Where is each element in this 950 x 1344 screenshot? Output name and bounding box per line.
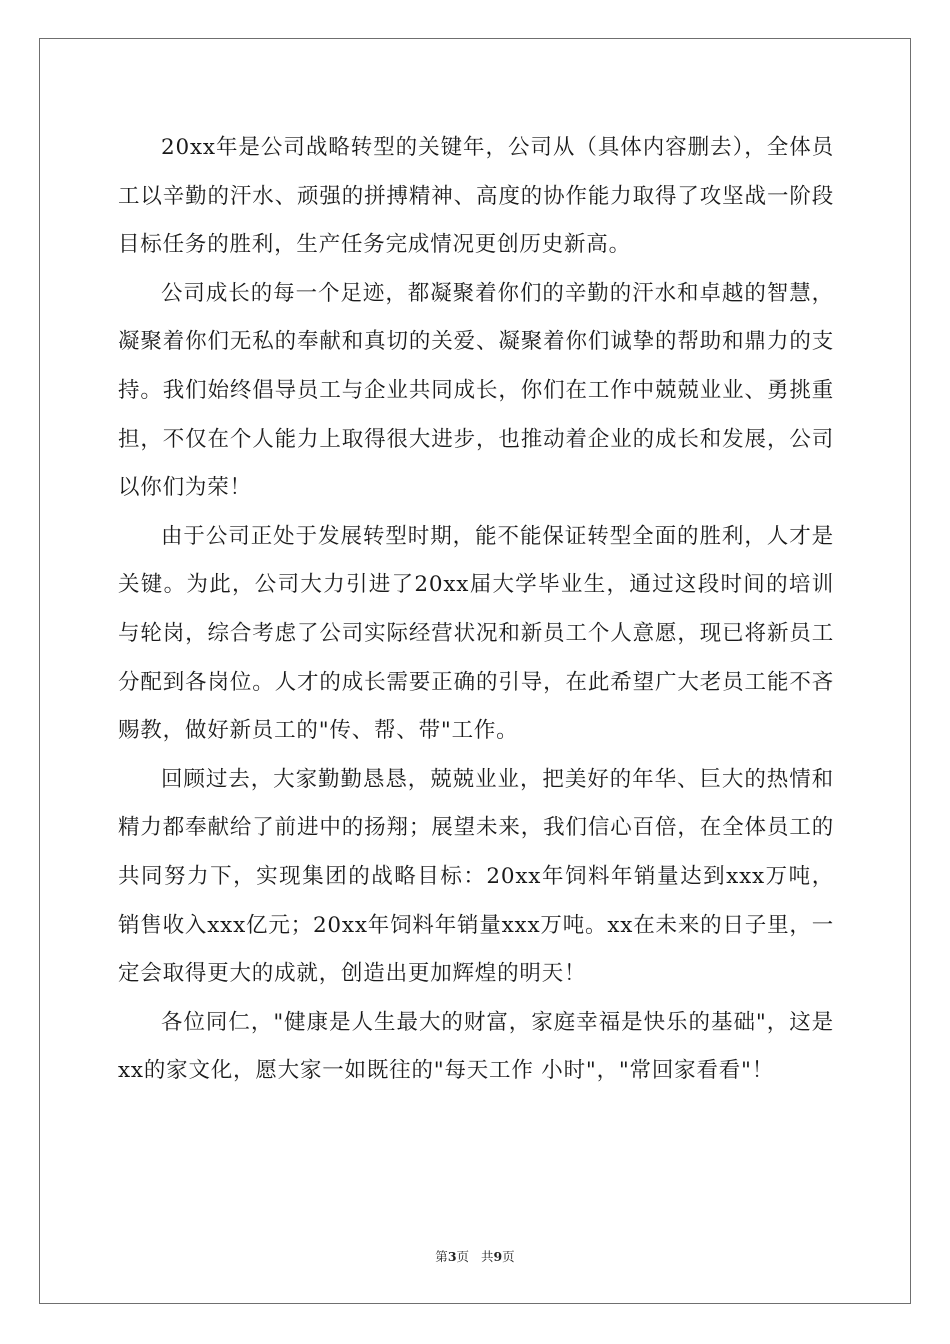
paragraph-2: 公司成长的每一个足迹，都凝聚着你们的辛勤的汗水和卓越的智慧，凝聚着你们无私的奉献和真切的关爱、凝聚着你们诚挚的帮助和鼎力的支持。我们始终倡导员工与企业共同成长，你们在工作中兢兢业业、勇挑重担，不仅在个人能力上取得很大进步，也推动着企业的成长和发展，公司以你们为荣！	[118, 280, 834, 501]
page-footer	[0, 1247, 950, 1265]
footer-prefix: 第	[435, 1249, 448, 1264]
paragraph-4: 回顾过去，大家勤勤恳恳，兢兢业业，把美好的年华、巨大的热情和精力都奉献给了前进中的扬翔；展望未来，我们信心百倍，在全体员工的共同努力下，实现集团的战略目标：20xx年饲料年销量达到xxx万吨，销售收入xxx亿元；20xx年饲料年销量xxx万吨。xx在未来的日子里，一定会取得更大的成就，创造出更加辉煌的明天！	[118, 766, 834, 987]
footer-page-suffix: 页	[456, 1249, 470, 1264]
total-pages-number: 9	[493, 1249, 503, 1264]
footer-total-prefix: 共	[480, 1249, 494, 1264]
document-body	[118, 124, 834, 1096]
footer-total-suffix: 页	[502, 1249, 515, 1264]
paragraph-3: 由于公司正处于发展转型时期，能不能保证转型全面的胜利，人才是关键。为此，公司大力引进了20xx届大学毕业生，通过这段时间的培训与轮岗，综合考虑了公司实际经营状况和新员工个人意愿，现已将新员工分配到各岗位。人才的成长需要正确的引导，在此希望广大老员工能不吝赐教，做好新员工的"传、帮、带"工作。	[118, 523, 834, 744]
paragraph-5: 各位同仁，"健康是人生最大的财富，家庭幸福是快乐的基础"，这是xx的家文化，愿大家一如既往的"每天工作 小时"，"常回家看看"！	[118, 1009, 834, 1084]
paragraph-1: 20xx年是公司战略转型的关键年，公司从（具体内容删去），全体员工以辛勤的汗水、顽强的拼搏精神、高度的协作能力取得了攻坚战一阶段目标任务的胜利，生产任务完成情况更创历史新高。	[118, 135, 834, 258]
current-page-number: 3	[447, 1249, 457, 1264]
